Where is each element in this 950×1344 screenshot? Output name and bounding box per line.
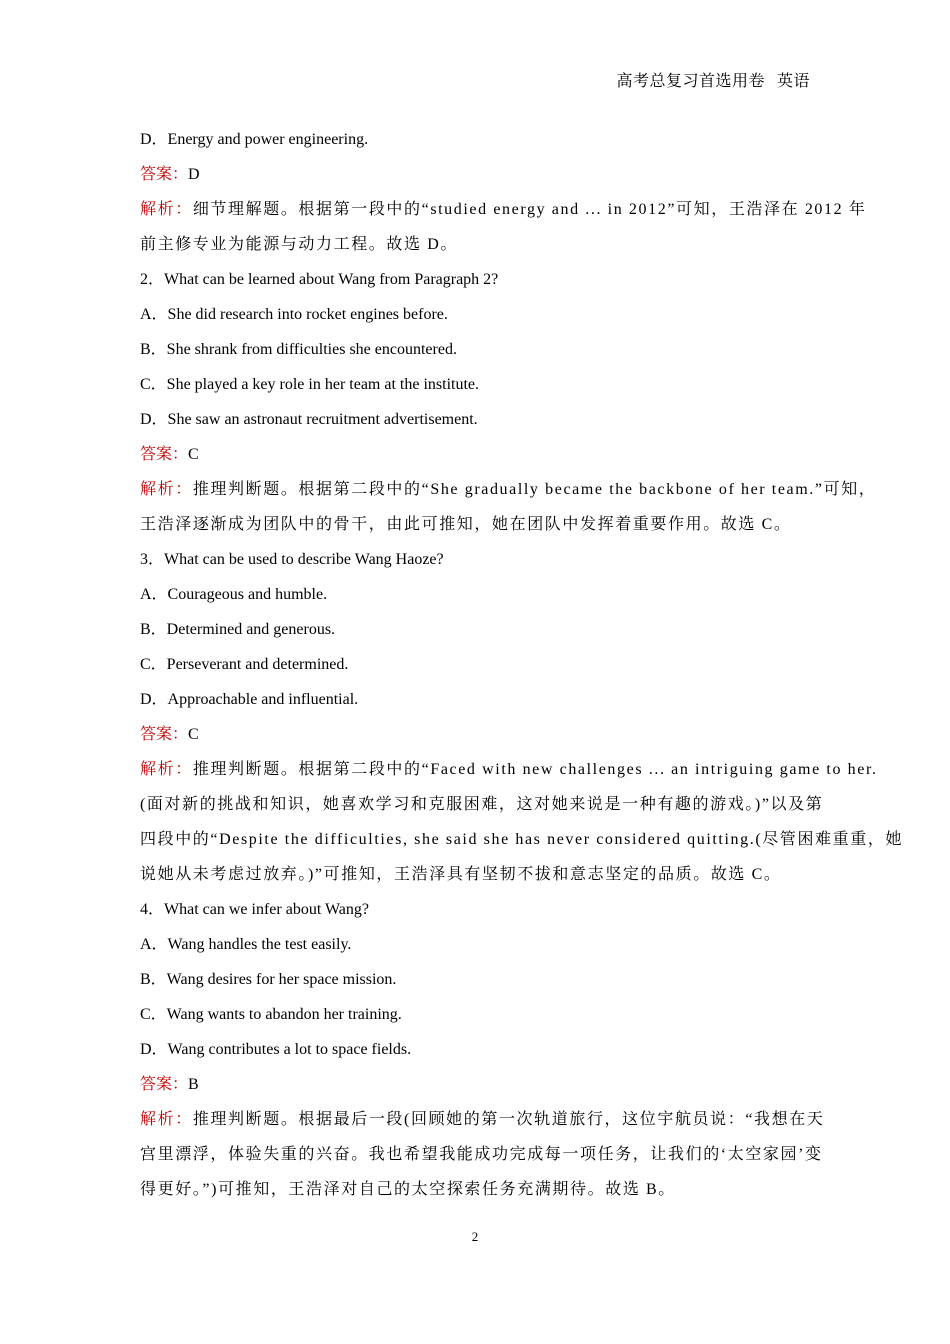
analysis-text: (面对新的挑战和知识，她喜欢学习和克服困难，这对她来说是一种有趣的游戏。)”以及第 bbox=[140, 796, 824, 813]
analysis-text: 前主修专业为能源与动力工程。故选 D。 bbox=[140, 236, 458, 253]
analysis-text: 推理判断题。根据最后一段(回顾她的第一次轨道旅行，这位宇航员说：“我想在天 bbox=[192, 1111, 825, 1128]
analysis-line bbox=[140, 1137, 823, 1172]
analysis-paragraph bbox=[140, 192, 867, 262]
answer-option: C．Wang wants to abandon her training. bbox=[140, 1006, 402, 1023]
analysis-text: 细节理解题。根据第一段中的“studied energy and ... in 2012”可知，王浩泽在 2012 年 bbox=[192, 201, 867, 218]
analysis-line bbox=[140, 507, 810, 542]
analysis-line bbox=[140, 752, 878, 787]
answer-option: A．She did research into rocket engines before. bbox=[140, 306, 448, 323]
analysis-label: 解析： bbox=[140, 761, 193, 778]
answer-option: D．Energy and power engineering. bbox=[140, 131, 369, 148]
analysis-line bbox=[140, 822, 904, 857]
analysis-line bbox=[140, 1102, 825, 1137]
analysis-text: 王浩泽逐渐成为团队中的骨干，由此可推知，她在团队中发挥着重要作用。故选 C。 bbox=[140, 516, 792, 533]
answer-line bbox=[140, 717, 810, 752]
analysis-text: 推理判断题。根据第二段中的“She gradually became the backbone of her team.”可知， bbox=[192, 481, 877, 498]
answer-label: 答案： bbox=[140, 446, 189, 463]
analysis-text: 得更好。”)可推知，王浩泽对自己的太空探索任务充满期待。故选 B。 bbox=[140, 1181, 676, 1198]
answer-value: D bbox=[188, 166, 200, 183]
analysis-line bbox=[140, 227, 810, 262]
header-subject: 英语 bbox=[776, 73, 810, 90]
document-body bbox=[140, 122, 904, 1207]
page-number: 2 bbox=[471, 1229, 479, 1244]
answer-label: 答案： bbox=[140, 1076, 189, 1093]
answer-label: 答案： bbox=[140, 166, 189, 183]
analysis-text: 宫里漂浮，体验失重的兴奋。我也希望我能成功完成每一项任务，让我们的‘太空家园’变 bbox=[140, 1146, 823, 1163]
analysis-line bbox=[140, 472, 877, 507]
answer-line bbox=[140, 437, 810, 472]
analysis-line bbox=[140, 857, 810, 892]
analysis-label: 解析： bbox=[140, 481, 193, 498]
question-stem: 4．What can we infer about Wang? bbox=[140, 901, 369, 918]
analysis-paragraph bbox=[140, 752, 904, 892]
answer-option: C．She played a key role in her team at the institute. bbox=[140, 376, 480, 393]
analysis-paragraph bbox=[140, 472, 877, 542]
page-header bbox=[616, 68, 810, 91]
header-title: 高考总复习首选用卷 bbox=[616, 73, 765, 90]
analysis-line bbox=[140, 192, 867, 227]
answer-value: C bbox=[188, 726, 199, 743]
answer-option: C．Perseverant and determined. bbox=[140, 656, 349, 673]
answer-line bbox=[140, 157, 810, 192]
answer-line bbox=[140, 1067, 810, 1102]
answer-value: B bbox=[188, 1076, 199, 1093]
answer-option: B．Wang desires for her space mission. bbox=[140, 971, 397, 988]
answer-option: A．Courageous and humble. bbox=[140, 586, 328, 603]
question-stem: 3．What can be used to describe Wang Haoze? bbox=[140, 551, 444, 568]
question-stem: 2．What can be learned about Wang from Paragraph 2? bbox=[140, 271, 499, 288]
answer-option: D．Approachable and influential. bbox=[140, 691, 359, 708]
answer-label: 答案： bbox=[140, 726, 189, 743]
answer-option: B．Determined and generous. bbox=[140, 621, 336, 638]
analysis-paragraph bbox=[140, 1102, 825, 1207]
answer-option: D．Wang contributes a lot to space fields. bbox=[140, 1041, 412, 1058]
answer-option: A．Wang handles the test easily. bbox=[140, 936, 352, 953]
analysis-text: 四段中的“Despite the difficulties, she said she has never considered quitting.(尽管困难重重，她 bbox=[140, 831, 904, 848]
answer-value: C bbox=[188, 446, 199, 463]
answer-option: B．She shrank from difficulties she encountered. bbox=[140, 341, 457, 358]
analysis-label: 解析： bbox=[140, 201, 193, 218]
analysis-text: 推理判断题。根据第二段中的“Faced with new challenges ... an intriguing game to her. bbox=[192, 761, 878, 778]
analysis-text: 说她从未考虑过放弃。)”可推知，王浩泽具有坚韧不拔和意志坚定的品质。故选 C。 bbox=[140, 866, 782, 883]
analysis-line bbox=[140, 787, 824, 822]
answer-option: D．She saw an astronaut recruitment advertisement. bbox=[140, 411, 478, 428]
analysis-line bbox=[140, 1172, 810, 1207]
analysis-label: 解析： bbox=[140, 1111, 193, 1128]
